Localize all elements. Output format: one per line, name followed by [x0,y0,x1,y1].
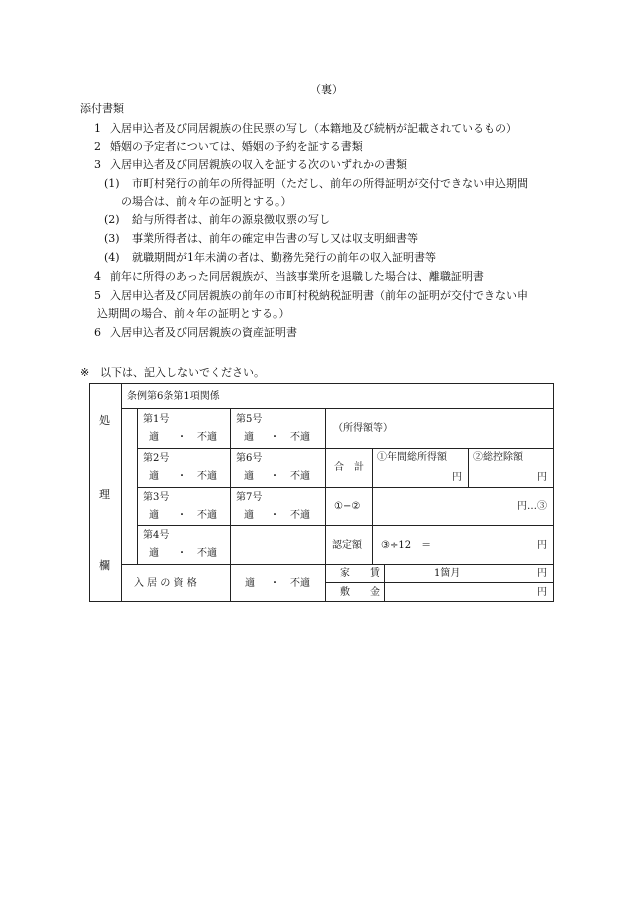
income-label: （所得額等） [333,423,393,434]
item-3-text: 入居申込者及び同居親族の収入を証する次のいずれかの書類 [110,158,407,171]
item-3-number: 3 [94,158,101,171]
clause-2-dot: ・ [177,471,187,482]
clause-7-unsuitable: 不適 [290,510,310,521]
certified-yen: 円 [537,540,547,551]
sub-item-1-text: 市町村発行の前年の所得証明（ただし、前年の所得証明が交付できない申込期間 [132,177,528,190]
clause-5-dot: ・ [270,432,280,443]
page-side-label: （裏） [310,83,343,96]
clause-4-dot: ・ [177,548,187,559]
sub-item-1-continuation: の場合は、前々年の証明とする。） [121,195,292,208]
rent-month-label: 1箇月 [434,568,461,579]
item-6-text: 入居申込者及び同居親族の資産証明書 [110,326,297,339]
clause-5-suitable: 適 [244,432,254,443]
annual-income-label: ①年間総所得額 [377,452,447,463]
clause-6-name: 第6号 [236,453,263,464]
sub-item-3-text: 事業所得者は、前年の確定申告書の写し又は収支明細書等 [132,232,418,245]
item-1-text: 入居申込者及び同居親族の住民票の写し（本籍地及び続柄が記載されているもの） [110,122,517,135]
annual-income-yen: 円 [452,472,462,483]
clause-3-name: 第3号 [143,492,170,503]
certified-formula: ③÷12 ＝ [381,540,432,551]
column-label-char-2: 理 [99,488,110,501]
item-2-number: 2 [94,140,101,153]
sub-item-1-number: (1) [104,177,120,190]
clause-3-unsuitable: 不適 [197,510,217,521]
clause-1-suitable: 適 [149,432,159,443]
item-5-continuation: 込期間の場合、前々年の証明とする。） [97,307,290,320]
deduction-label: ②総控除額 [473,452,523,463]
item-5-text: 入居申込者及び同居親族の前年の市町村税納税証明書（前年の証明が交付できない申 [110,289,528,302]
qualification-label: 入 居 の 資 格 [134,578,197,589]
section-title: 条例第6条第1項関係 [127,391,220,402]
rent-label: 家 賃 [340,568,380,579]
clause-2-unsuitable: 不適 [197,471,217,482]
attachments-heading: 添付書類 [80,102,124,115]
clause-2-suitable: 適 [149,471,159,482]
clause-3-dot: ・ [177,510,187,521]
qualification-dot: ・ [270,578,280,589]
difference-label: ①−② [334,501,361,512]
item-2-text: 婚姻の予定者については、婚姻の予約を証する書類 [110,140,363,153]
clause-2-name: 第2号 [143,453,170,464]
clause-1-name: 第1号 [143,414,170,425]
clause-4-unsuitable: 不適 [197,548,217,559]
item-5-number: 5 [94,289,101,302]
qualification-unsuitable: 不適 [290,578,310,589]
column-label-char-3: 欄 [99,559,110,572]
item-6-number: 6 [94,326,101,339]
clause-6-unsuitable: 不適 [290,471,310,482]
clause-1-unsuitable: 不適 [197,432,217,443]
sub-item-2-number: (2) [104,213,120,226]
total-label: 合 計 [334,462,364,473]
rent-yen: 円 [537,568,547,579]
deposit-yen: 円 [537,587,547,598]
item-4-text: 前年に所得のあった同居親族が、当該事業所を退職した場合は、離職証明書 [110,270,484,283]
clause-3-suitable: 適 [149,510,159,521]
clause-5-name: 第5号 [236,414,263,425]
note-mark: ※ [80,366,90,379]
sub-item-4-text: 就職期間が1年未満の者は、勤務先発行の前年の収入証明書等 [132,251,436,264]
deduction-yen: 円 [537,472,547,483]
column-label-char-1: 処 [99,414,110,427]
clause-4-name: 第4号 [143,530,170,541]
clause-1-dot: ・ [177,432,187,443]
clause-5-unsuitable: 不適 [290,432,310,443]
clause-7-name: 第7号 [236,492,263,503]
deposit-label: 敷 金 [340,587,380,598]
note-text: 以下は、記入しないでください。 [100,366,265,379]
item-1-number: 1 [94,122,101,135]
sub-item-3-number: (3) [104,232,120,245]
clause-4-suitable: 適 [149,548,159,559]
clause-7-suitable: 適 [244,510,254,521]
sub-item-2-text: 給与所得者は、前年の源泉徴収票の写し [132,213,330,226]
clause-7-dot: ・ [270,510,280,521]
clause-6-suitable: 適 [244,471,254,482]
item-4-number: 4 [94,270,101,283]
difference-value: 円…③ [517,501,547,512]
certified-label: 認定額 [332,540,362,551]
sub-item-4-number: (4) [104,251,120,264]
clause-6-dot: ・ [270,471,280,482]
qualification-suitable: 適 [245,578,255,589]
